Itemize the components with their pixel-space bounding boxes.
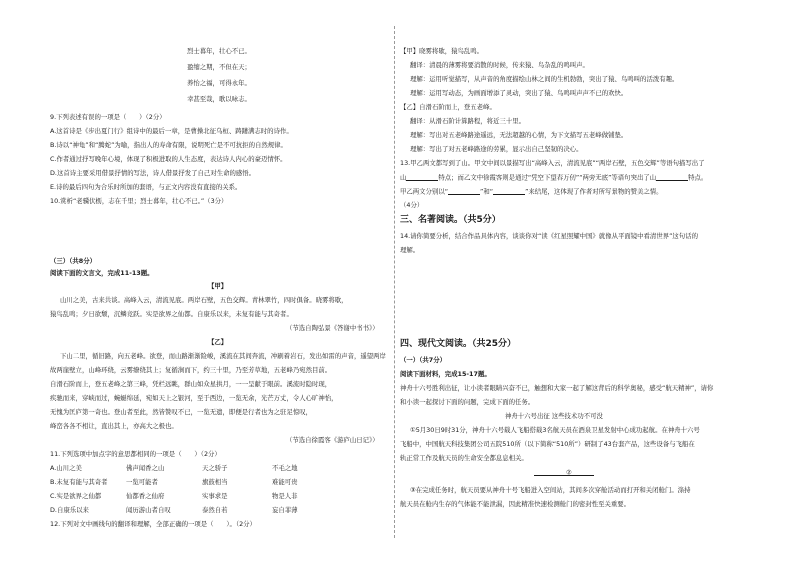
q13-blank-3[interactable]: [448, 188, 480, 195]
jia-understanding-line: 理解：运用写动态，为画面增添了灵动，突出了猿、鸟鸣叫声声不已的欢快。: [410, 89, 628, 97]
yi-text-line: 故两崖壁立，山峰环绕，云雾缭绕其上；复循涧而下，约三十里，乃至芳草地，五老峰乃宛然目前。: [50, 366, 332, 374]
jia-text-line: 猿鸟乱鸣；夕日欲颓，沉鳞竞跃。实是欲界之仙都。自康乐以来，未复有能与其奇者。: [50, 310, 293, 318]
q11-cell: 旗鼓相当: [202, 478, 228, 486]
para2-marker: ②: [566, 468, 572, 477]
yi-understanding-line: 理解：写出对五老峰路途遥远，无法超越的心情，为下文描写五老峰做铺垫。: [410, 131, 628, 139]
q11-cell: 难能可贵: [272, 478, 298, 486]
question-10: 10.赏析“老骥伏枥，志在千里；烈士暮年，壮心不已。”（3分）: [50, 197, 228, 205]
yi-text-line: 疾驰而来，穿峡而过，蜿蜒绵延，宛如天上之银河，至于西边，一览无余，光芒万丈，令人心旷神怡，: [50, 394, 338, 402]
q13-text: 山: [400, 173, 407, 182]
q11-cell: B.未复有能与其奇者: [50, 478, 108, 486]
q13-text: 甲乙两文分别以“: [400, 187, 449, 196]
poem-line: 盈缩之期，不但在天；: [187, 63, 251, 71]
paragraph-3-line: 航天员在舱内生存的气体能不能泄漏，因此精准快速检测舱门的密封性至关重要。: [400, 500, 631, 508]
q11-cell: 天之骄子: [202, 464, 228, 472]
yi-translation-head: 【乙】自滑石阶而上，登五老峰。: [400, 103, 496, 111]
article-title: 神舟十六号出征 这些技术功不可没: [505, 412, 603, 420]
subsection-1-intro: 阅读下面材料，完成15-17题。: [400, 370, 491, 378]
q13-blank-1[interactable]: [406, 174, 438, 181]
yi-text-line: 下山二里，循旧路，向五老峰。欲登，而山路渐渐险峻，溪流在其间奔流，冲刷着岩石，发出如雷的声音，遥望两岸: [60, 352, 386, 360]
q13-score: （4分）: [400, 201, 424, 209]
q9-option-e: E.诗的最后四句为合乐时所加的套语，与正文内容没有直接的关系。: [50, 183, 242, 191]
paragraph-1-line: 轨正常工作及航天员的生命安全都息息相关。: [400, 454, 528, 462]
q11-cell: 闻历游山者自叹: [126, 506, 171, 514]
intro-text-line: 和小读一起探讨下面的问题，完成下面的任务。: [400, 398, 535, 406]
yi-text-line: 峰峦各各不相让，直出其上，亦高大之极也。: [50, 422, 178, 430]
column-divider: [394, 26, 395, 538]
jia-source: （节选自陶弘景《答谢中书书》）: [286, 324, 379, 332]
jia-understanding-line: 理解：运用听觉描写，从声音的角度描绘山林之间的生机勃勃，突出了猿、鸟鸣叫的活泼有趣。: [410, 75, 679, 83]
paragraph-1-line: 飞船中，中国航天科技集团公司五院510所（以下简称“510所”）研制了43台套产品，这些设备与飞船在: [400, 440, 695, 448]
yi-source: （节选自徐霞客《游庐山日记》）: [286, 436, 379, 444]
q13-blank-2[interactable]: [656, 174, 688, 181]
question-14-line: 14.请你简要分析，结合作品具体内容，谈谈你对“读《红星照耀中国》就像从平面镜中看清世界”这句话的: [400, 232, 698, 240]
poem-line: 养怡之福，可得永年。: [187, 79, 251, 87]
q9-option-d: D.这首诗主要采用借景抒情的写法，诗人借景抒发了自己对生命的感悟。: [50, 169, 256, 177]
question-9: 9.下列表述有误的一项是（ ）（2分）: [50, 113, 166, 121]
question-13-line: [400, 188, 663, 195]
section-3-heading: （三）（共8分）: [50, 257, 96, 265]
question-13-line: [400, 174, 707, 181]
yi-understanding-line: 理解：写出了对五老峰路途的劳累，显示出自己坚韧的决心。: [410, 145, 583, 153]
q13-text: 特点。: [688, 173, 708, 182]
q11-cell: 不毛之地: [272, 464, 298, 472]
q9-option-b: B.诗以“神龟”和“腾蛇”为喻，指出人的寿命有限，说明死亡是不可抗拒的自然规律。: [50, 141, 287, 149]
q11-cell: 佛声闻香之山: [126, 464, 165, 472]
yi-translation-line: 翻译：从滑石阶计算路程，将近三十里。: [410, 117, 526, 125]
subsection-1-heading: （一）（共7分）: [400, 356, 446, 364]
q11-cell: 妄自菲薄: [272, 506, 298, 514]
yi-label: 【乙】: [208, 338, 228, 346]
poem-line: 幸甚至哉，歌以咏志。: [187, 95, 251, 103]
q13-text: ”和“: [480, 187, 494, 196]
section-famous-works-heading: 三、名著阅读。（共5分）: [400, 215, 501, 225]
poem-line: 烈士暮年，壮心不已。: [187, 47, 251, 55]
question-11: 11.下列选项中加点字的意思都相同的一项是（ ）（2分）: [50, 450, 221, 458]
q13-text: 特点；而乙文中徐霞客则是通过“凭空下望春万仞”“两旁无底”等语句突出了山: [438, 173, 657, 182]
q11-cell: D.自康乐以来: [50, 506, 89, 514]
yi-text-line: 无愧为匡庐第一奇也。登山者至此，然皆赞叹不已，一览无遗，即便是行者也为之驻足惊叹，: [50, 408, 313, 416]
q13-blank-4[interactable]: [493, 188, 525, 195]
q11-cell: 物是人非: [272, 492, 298, 500]
q11-cell: 实事求是: [202, 492, 228, 500]
jia-text-line: 山川之美，古来共谈。高峰入云，清流见底。两岸石壁，五色交辉。青林翠竹，四时俱备。晓雾将歇，: [60, 296, 348, 304]
paragraph-2-blank[interactable]: [534, 469, 594, 476]
question-13-line: 13.甲乙两文都写到了山。甲文中间以景描写出“高峰入云，清流见底”“两岸石壁，五色交辉”等语句描写出了: [400, 159, 705, 167]
q9-option-c: C.作者通过抒写晚年心境，体现了积极进取的人生态度，表达诗人内心的豪迈情怀。: [50, 155, 287, 163]
section-modern-reading-heading: 四、现代文阅读。（共25分）: [400, 339, 517, 349]
question-12: 12.下列对文中画线句的翻译和理解，全部正确的一项是（ ）。（2分）: [50, 520, 256, 528]
paragraph-1-line: ①5月30日9时31分，神舟十六号载人飞船搭载3名航天员在酒泉卫星发射中心成功起航。在神舟十六号: [410, 426, 700, 434]
question-14-line: 理解。: [400, 246, 420, 254]
q11-cell: 仙都香之仙府: [126, 492, 165, 500]
paragraph-2-number: [566, 469, 594, 476]
section-3-intro: 阅读下面的文言文，完成11-13题。: [50, 269, 154, 277]
jia-translation-line: 翻译：清晨的薄雾将要消散的时候，传来猿、鸟杂乱的鸣叫声。: [410, 61, 589, 69]
q11-cell: 泰然自若: [202, 506, 228, 514]
q9-option-a: A.这首诗是《步出夏门行》组诗中的最后一章，是曹操北征乌桓、踌躇满志时的诗作。: [50, 127, 293, 135]
jia-label: 【甲】: [208, 282, 228, 290]
yi-text-line: 自滑石阶而上，登五老峰之第三峰，凭栏远眺，群山如众星拱月，一一呈献于眼前。溪流时隐时现，: [50, 380, 332, 388]
q11-cell: C.实是欲界之仙都: [50, 492, 102, 500]
paragraph-3-line: ③在完成任务时，航天员要从神舟十号飞船进入空间站，其间多次穿舱活动而打开和关闭舱门。涤持: [410, 486, 691, 494]
q11-cell: 一览可能者: [126, 478, 158, 486]
q13-text: ”来结尾，这体现了作者对所写景物的赞美之情。: [525, 187, 663, 196]
jia-translation-head: 【甲】晓雾将歇，猿鸟乱鸣。: [400, 47, 484, 55]
q11-cell: A.山川之美: [50, 464, 82, 472]
intro-text-line: 神舟十六号胜利出征，让小读者眼睛兴奋不已，触想和大家一起了解这背后的科学奥秘，感受“航天精神”，请你: [400, 384, 714, 392]
